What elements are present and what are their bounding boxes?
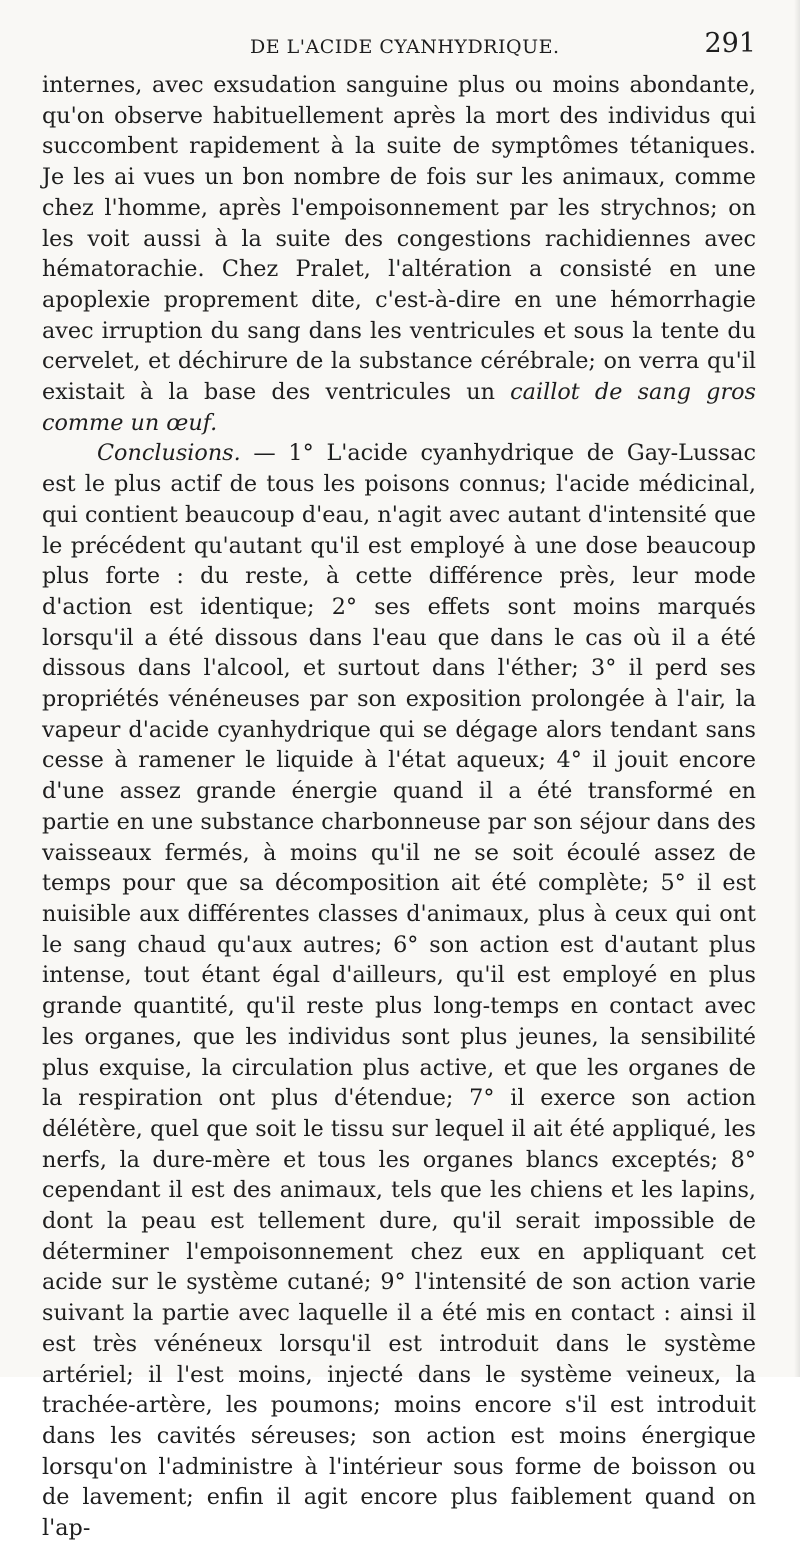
body-text <box>42 70 756 1544</box>
page-edge <box>794 0 800 1377</box>
paragraph-text: internes, avec exsudation sanguine plus ou moins abondante, qu'on observe habituellement après la mort des individus qui succombent rapidement à la suite de symptômes tétaniques. Je les ai vues un bon nombre de fois sur les animaux, comme chez l'homme, après l'empoisonnement par les strychnos; on les voit aussi à la suite des congestions rachidiennes avec hématorachie. Chez Pralet, l'altération a consisté en une apoplexie proprement dite, c'est-à-dire en une hémorrhagie avec irruption du sang dans les ventricules et sous la tente du cervelet, et déchirure de la substance cérébrale; on verra qu'il existait à la base des ventricules un <box>42 72 756 406</box>
section-lead: Conclusions. <box>97 440 241 467</box>
italic-phrase: caillot de sang gros comme un œuf. <box>42 379 756 436</box>
running-head <box>0 28 800 68</box>
paragraph-conclusions <box>42 438 756 1543</box>
running-title: DE L'ACIDE CYANHYDRIQUE. <box>250 36 560 58</box>
page-number: 291 <box>704 28 756 59</box>
paragraph-text: — 1° L'acide cyanhydrique de Gay-Lussac est le plus actif de tous les poisons connus; l'acide médicinal, qui contient beaucoup d'eau, n'agit avec autant d'intensité que le précédent qu'autant qu'il est employé à une dose beaucoup plus forte : du reste, à cette différence près, leur mode d'action est identique; 2° ses effets sont moins marqués lorsqu'il a été dissous dans l'eau que dans le cas où il a été dissous dans l'alcool, et surtout dans l'éther; 3° il perd ses propriétés vénéneuses par son exposition prolongée à l'air, la vapeur d'acide cyanhydrique qui se dégage alors tendant sans cesse à ramener le liquide à l'état aqueux; 4° il jouit encore d'une assez grande énergie quand il a été transformé en partie en une substance charbonneuse par son séjour dans des vaisseaux fermés, à moins qu'il ne se soit écoulé assez de temps pour que sa décomposition ait été complète; 5° il est nuisible aux différentes classes d'animaux, plus à ceux qui ont le sang chaud qu'aux autres; 6° son action est d'autant plus intense, tout étant égal d'ailleurs, qu'il est employé en plus grande quantité, qu'il reste plus long-temps en contact avec les organes, que les individus sont plus jeunes, la sensibilité plus exquise, la circulation plus active, et que les organes de la respiration ont plus d'étendue; 7° il exerce son action délétère, quel que soit le tissu sur lequel il ait été appliqué, les nerfs, la dure-mère et tous les organes blancs exceptés; 8° cependant il est des animaux, tels que les chiens et les lapins, dont la peau est tellement dure, qu'il serait impossible de déterminer l'empoisonnement chez eux en appliquant cet acide sur le système cutané; 9° l'intensité de son action varie suivant la partie avec laquelle il a été mis en contact : ainsi il est très vénéneux lorsqu'il est introduit dans le système artériel; il l'est moins, injecté dans le système veineux, la trachée-artère, les poumons; moins encore s'il est introduit dans les cavités séreuses; son action est moins énergique lorsqu'on l'administre à l'intérieur sous forme de boisson ou de lavement; enfin il agit encore plus faiblement quand on l'ap- <box>42 440 756 1542</box>
paragraph-continued <box>42 70 756 438</box>
